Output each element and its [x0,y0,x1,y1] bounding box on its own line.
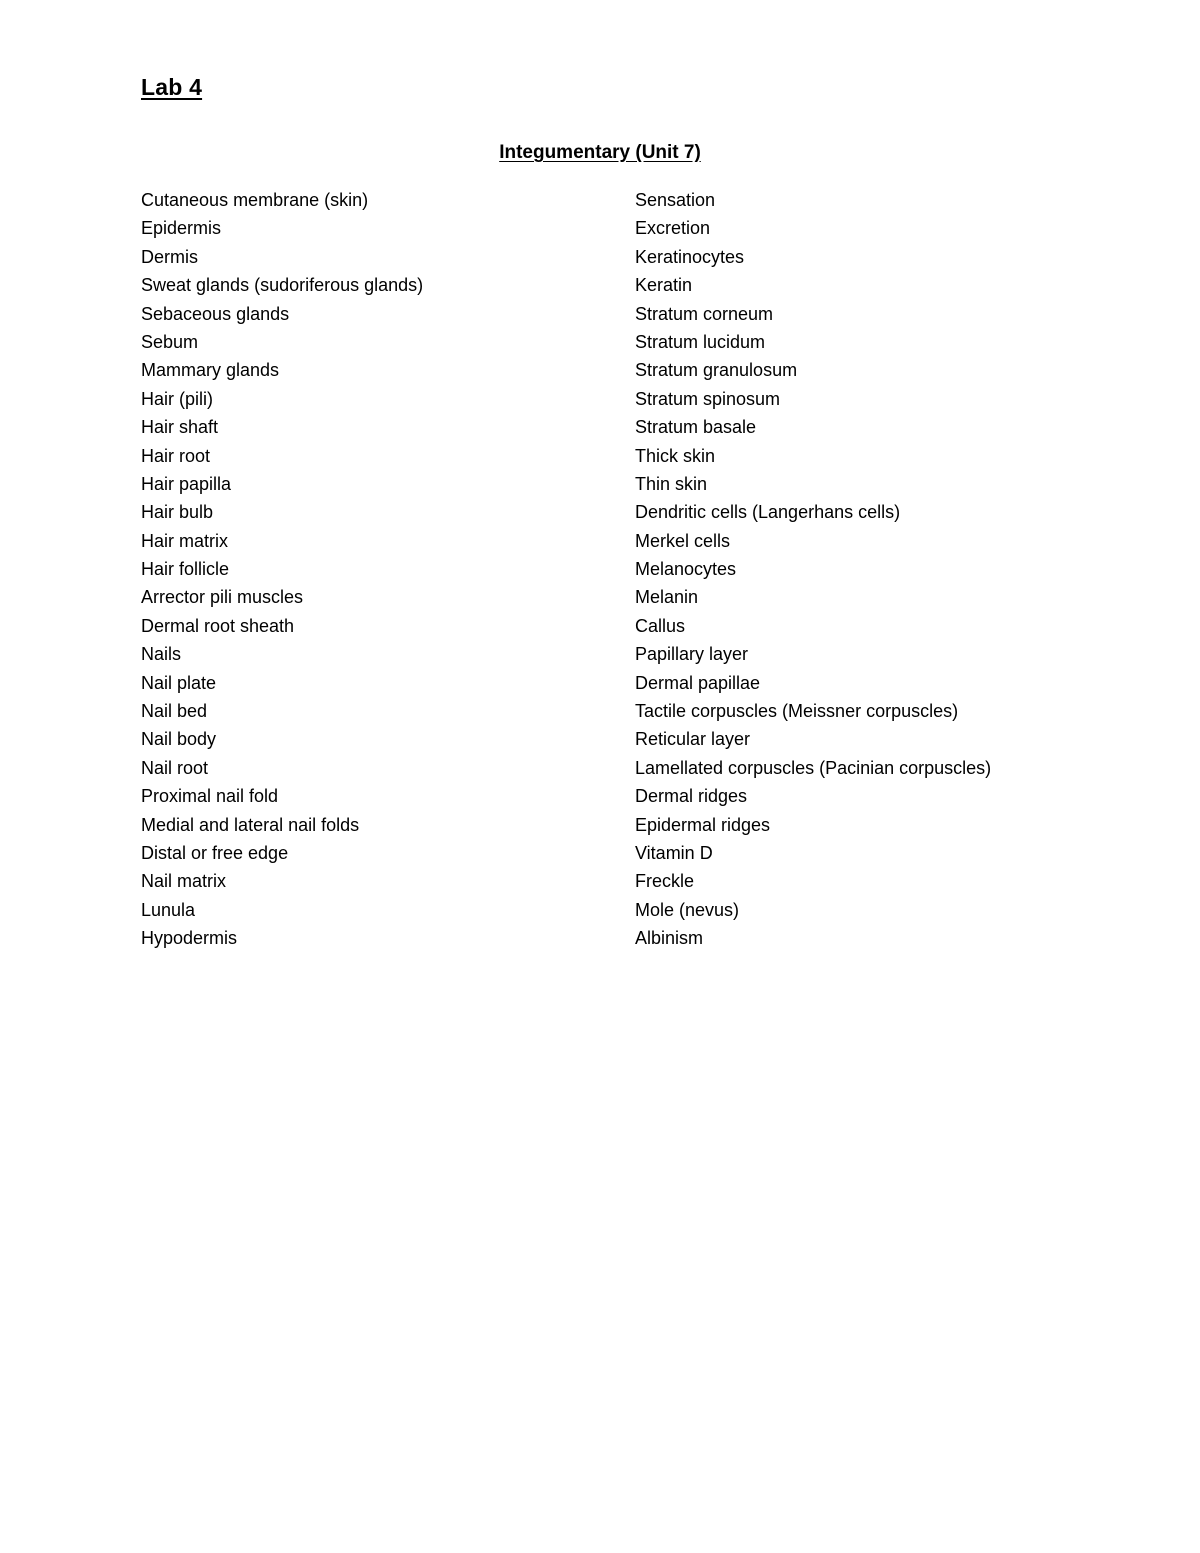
term-item: Hair bulb [141,502,214,523]
term-item: Hair (pili) [141,388,213,409]
term-item: Sebum [141,331,199,352]
term-item: Vitamin D [635,842,713,863]
term-item: Dermal ridges [635,786,748,807]
term-item: Medial and lateral nail folds [141,814,360,835]
term-item: Sweat glands (sudoriferous glands) [141,275,424,296]
term-item: Thick skin [635,445,716,466]
term-item: Callus [635,615,686,636]
term-item: Mammary glands [141,360,280,381]
page-title: Lab 4 [141,74,203,100]
term-item: Hair matrix [141,530,229,551]
term-item: Proximal nail fold [141,786,279,807]
term-item: Stratum spinosum [635,388,781,409]
term-item: Excretion [635,218,711,239]
term-item: Hair root [141,445,211,466]
term-item: Keratinocytes [635,246,745,267]
term-item: Merkel cells [635,530,731,551]
term-item: Melanin [635,587,699,608]
section-title: Integumentary (Unit 7) [499,142,701,163]
term-item: Hair papilla [141,473,232,494]
term-item: Stratum granulosum [635,360,798,381]
term-item: Reticular layer [635,729,751,750]
term-item: Nail plate [141,672,217,693]
term-item: Hair follicle [141,559,230,580]
term-item: Nail body [141,729,217,750]
term-item: Lunula [141,899,196,920]
term-item: Epidermis [141,218,222,239]
term-item: Dermis [141,246,198,267]
term-item: Epidermal ridges [635,814,771,835]
term-item: Hypodermis [141,928,238,949]
term-list-left [141,186,423,953]
term-item: Albinism [635,928,704,949]
term-item: Dermal root sheath [141,615,295,636]
term-item: Melanocytes [635,559,737,580]
term-item: Mole (nevus) [635,899,740,920]
term-list-right [635,186,991,953]
term-item: Dermal papillae [635,672,761,693]
term-item: Stratum basale [635,417,757,438]
term-item: Freckle [635,871,695,892]
term-item: Stratum corneum [635,303,774,324]
term-item: Stratum lucidum [635,331,766,352]
term-item: Dendritic cells (Langerhans cells) [635,502,901,523]
term-item: Hair shaft [141,417,219,438]
term-item: Nail bed [141,701,208,722]
term-item: Papillary layer [635,644,749,665]
term-item: Nail root [141,757,209,778]
term-item: Keratin [635,275,693,296]
term-item: Distal or free edge [141,842,289,863]
term-item: Tactile corpuscles (Meissner corpuscles) [635,701,959,722]
term-item: Thin skin [635,473,708,494]
term-item: Sensation [635,190,716,210]
term-item: Nails [141,644,182,665]
term-item: Cutaneous membrane (skin) [141,190,369,210]
term-item: Sebaceous glands [141,303,290,324]
term-item: Lamellated corpuscles (Pacinian corpuscles) [635,757,992,778]
term-item: Arrector pili muscles [141,587,304,608]
term-item: Nail matrix [141,871,227,892]
